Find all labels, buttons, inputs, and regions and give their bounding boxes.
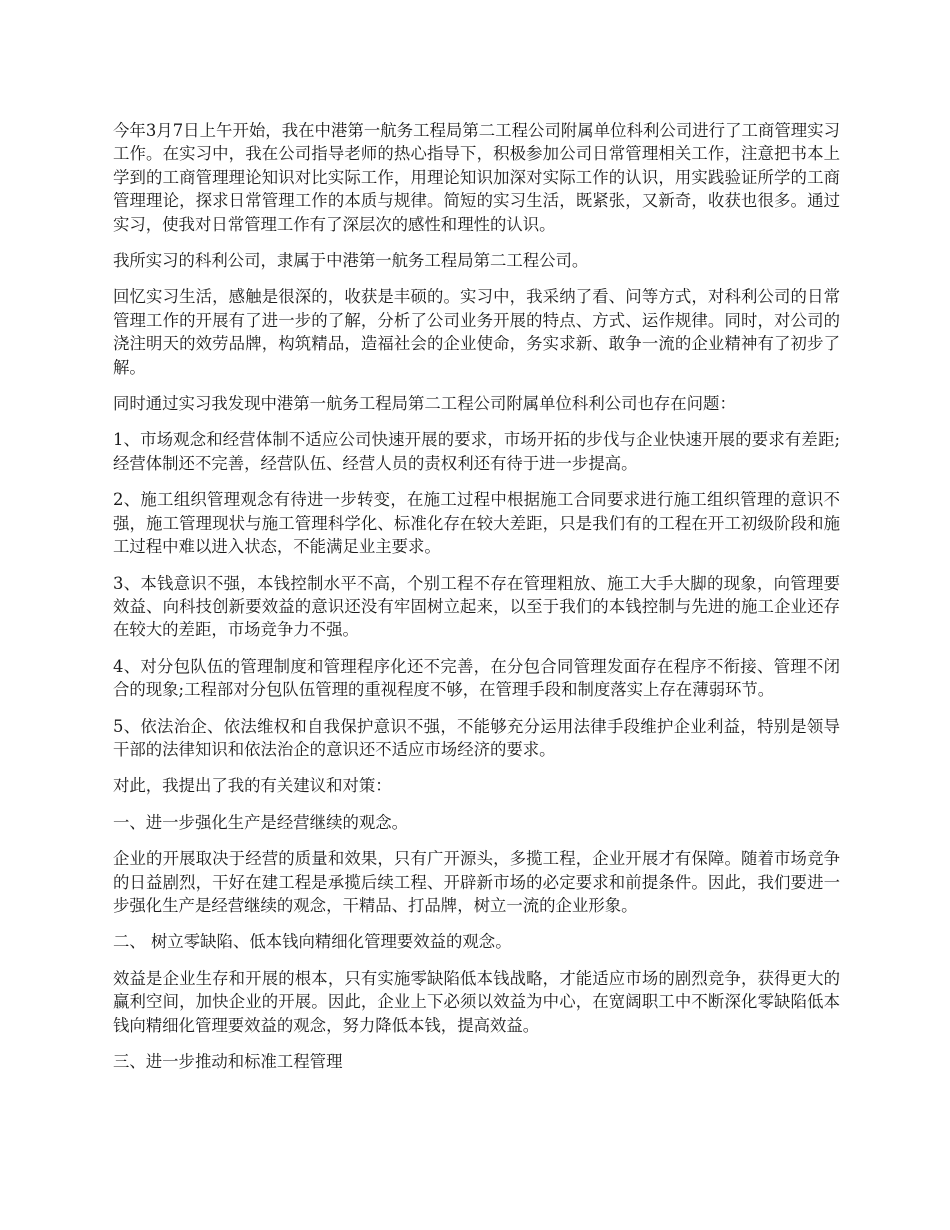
heading-suggestion-3: 三、进一步推动和标准工程管理 — [113, 1052, 343, 1071]
paragraph-problem-4: 4、对分包队伍的管理制度和管理程序化还不完善，在分包合同管理发面存在程序不衔接、管理不闭合的现象;工程部对分包队伍管理的重视程度不够，在管理手段和制度落实上存在薄弱环节。 — [113, 656, 840, 700]
paragraph-reflection: 回忆实习生活，感触是很深的，收获是丰硕的。实习中，我采纳了看、问等方式，对科利公司的日常管理工作的开展有了进一步的了解，分析了公司业务开展的特点、方式、运作规律。同时，对公司的浇注明天的效劳品牌，构筑精品，造福社会的企业使命，务实求新、敢争一流的企业精神有了初步了解。 — [113, 287, 840, 377]
paragraph-problems-intro: 同时通过实习我发现中港第一航务工程局第二工程公司附属单位科利公司也存在问题： — [113, 394, 736, 414]
paragraph-suggestions-intro: 对此，我提出了我的有关建议和对策： — [113, 776, 392, 796]
paragraph-problem-3: 3、本钱意识不强，本钱控制水平不高，个别工程不存在管理粗放、施工大手大脚的现象，向管理要效益、向科技创新要效益的意识还没有牢固树立起来，以至于我们的本钱控制与先进的施工企业还存在较大的差距，市场竞争力不强。 — [113, 573, 840, 640]
heading-suggestion-2: 二、 树立零缺陷、低本钱向精细化管理要效益的观念。 — [113, 932, 512, 952]
paragraph-company: 我所实习的科利公司，隶属于中港第一航务工程局第二工程公司。 — [113, 251, 589, 271]
paragraph-suggestion-1-body: 企业的开展取决于经营的质量和效果，只有广开源头，多揽工程，企业开展才有保障。随着市场竞争的日益剧烈，干好在建工程是承揽后续工程、开辟新市场的必定要求和前提条件。因此，我们要进一步强化生产是经营继续的观念，干精品、打品牌，树立一流的企业形象。 — [113, 849, 840, 915]
paragraph-suggestion-2-body: 效益是企业生存和开展的根本，只有实施零缺陷低本钱战略，才能适应市场的剧烈竞争，获得更大的赢利空间，加快企业的开展。因此，企业上下必须以效益为中心，在宽阔职工中不断深化零缺陷低本钱向精细化管理要效益的观念，努力降低本钱，提高效益。 — [113, 968, 840, 1035]
heading-suggestion-1: 一、进一步强化生产是经营继续的观念。 — [113, 812, 409, 832]
paragraph-problem-5: 5、依法治企、依法维权和自我保护意识不强，不能够充分运用法律手段维护企业利益，特别是领导干部的法律知识和依法治企的意识还不适应市场经济的要求。 — [113, 716, 840, 759]
paragraph-problem-2: 2、施工组织管理观念有待进一步转变，在施工过程中根据施工合同要求进行施工组织管理的意识不强，施工管理现状与施工管理科学化、标准化存在较大差距，只是我们有的工程在开工初级阶段和施工过程中难以进入状态，不能满足业主要求。 — [113, 490, 840, 557]
paragraph-intro: 今年3月7日上午开始，我在中港第一航务工程局第二工程公司附属单位科利公司进行了工商管理实习工作。在实习中，我在公司指导老师的热心指导下，积极参加公司日常管理相关工作，注意把书本上学到的工商管理理论知识对比实际工作，用理论知识加深对实际工作的认识，用实践验证所学的工商管理理论，探求日常管理工作的本质与规律。简短的实习生活，既紧张，又新奇，收获也很多。通过实习，使我对日常管理工作有了深层次的感性和理性的认识。 — [113, 121, 840, 234]
paragraph-problem-1: 1、市场观念和经营体制不适应公司快速开展的要求，市场开拓的步伐与企业快速开展的要求有差距;经营体制还不完善，经营队伍、经营人员的责权利还有待于进一步提高。 — [113, 430, 840, 473]
